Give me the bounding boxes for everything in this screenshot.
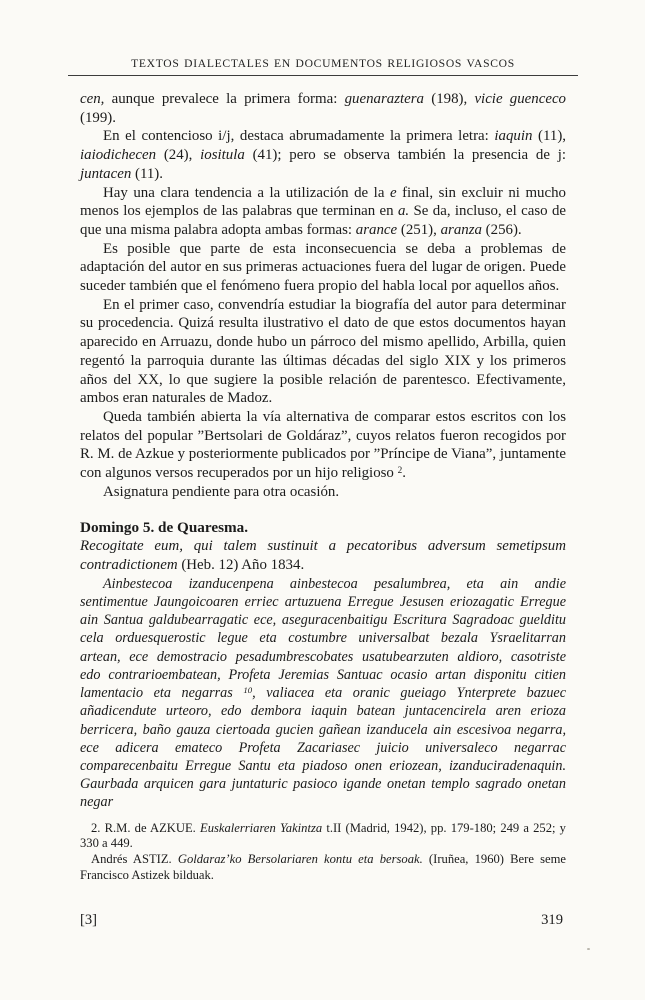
basque-quote [80, 575, 566, 812]
text-run: e [389, 184, 397, 201]
footnote [80, 852, 566, 883]
text-run: (41); pero se observa también la presencia de j: [244, 147, 566, 164]
text-run: Hay una clara tendencia a la utilización de la [103, 184, 390, 201]
text-run: Es posible que parte de esta inconsecuencia se deba a problemas de adaptación del autor en sus primeras actuaciones fuera del lugar de origen. Puede suceder también que el fenómeno fuera propio del habla local por aquellos años. [80, 240, 566, 295]
body-paragraph [80, 90, 566, 127]
text-run: iositula [200, 147, 245, 164]
body-paragraph [80, 240, 566, 296]
body-paragraph [80, 408, 566, 483]
text-run: (256). [481, 221, 522, 238]
page-footer [80, 912, 563, 929]
text-run: Ainbestecoa izanducenpena ainbestecoa pesalumbrea, eta ain andie sentimentue Jaungoicoaren erriec artuzuena Erregue Jesusen eriozagatic Erregue ain Santua galdubearragatic ece, aseguracenbaitigu Escritura Sagradoac guelditu cela orduesquerostic legue eta costumbre universalbat bezala Ysraelitarran artean, ece demostracio pesadumbrescobates usatubearzuten aldioro, casotriste edo contrarioembatean, Profeta Jeremias Santuac ocasio artan disponitu citien lamentacio eta negarras [80, 575, 566, 702]
text-run: Queda también abierta la vía alternativa de comparar estos escritos con los relatos del popular ”Bertsolari de Goldáraz”, cuyos relatos fueron recogidos por R. M. de Azkue y posteriormente publicados por ”Príncipe de Viana”, juntamente con algunos versos recuperados por un hijo religioso [80, 408, 566, 482]
text-run: final, sin excluir ni mucho menos los ejemplos de las palabras que terminan en [80, 184, 566, 220]
text-run: Goldaraz’ko Bersolariaren kontu eta bersoak. [177, 851, 423, 866]
text-run: Recogitate eum, qui talem sustinuit a pecatoribus adversum semetipsum contradictionem [80, 538, 566, 574]
body-paragraph [80, 184, 566, 240]
text-run: guenaraztera [344, 91, 424, 107]
text-run: Euskalerriaren Yakintza [200, 820, 323, 835]
text-run: vicie guenceco [474, 91, 567, 107]
body-text [80, 90, 566, 501]
scripture-epigraph [80, 537, 566, 574]
text-run: iaiodichecen [80, 147, 157, 164]
body-paragraph [80, 483, 566, 502]
text-run: t.II (Madrid, 1942), pp. 179-180; 249 a 252; y 330 a 449. [80, 820, 566, 851]
text-run: Asignatura pendiente para otra ocasión. [103, 483, 340, 500]
text-run: iaquin [494, 128, 533, 145]
text-run: Se da, incluso, el caso de que una misma palabra adopta ambas formas: [80, 203, 567, 238]
section-heading: Domingo 5. de Quaresma. [80, 519, 249, 537]
text-run: (Iruñea, 1960) Bere seme Francisco Astizek bilduak. [80, 851, 566, 882]
text-run: (24), [156, 147, 201, 164]
text-run: En el primer caso, convendría estudiar la biografía del autor para determinar su procedencia. Quizá resulta ilustrativo el dato de que estos documentos hayan aparecido en Arruazu, donde hubo un párroco del mismo apellido, Arbilla, quien regentó la parroquia durante las últimas décadas del siglo XIX y los primeros años del XX, lo que sugiere la posible relación de parentesco. Efectivamente, ambos eran naturales de Madoz. [80, 296, 566, 407]
body-paragraph [80, 127, 566, 183]
text-run: (Heb. 12) Año 1834. [177, 557, 305, 574]
text-run: . [402, 465, 406, 482]
footnote-ref: 2 [397, 464, 403, 475]
text-run: (198), [424, 91, 475, 107]
footnote [80, 821, 566, 852]
text-run: (11). [131, 165, 163, 182]
text-run: aunque prevalece la primera forma: [104, 91, 345, 107]
footnote-ref: 10 [243, 685, 253, 696]
text-run: aranza [440, 221, 482, 238]
text-run: En el contencioso i/j, destaca abrumadamente la primera letra: [103, 128, 495, 145]
text-run: (199). [80, 109, 116, 126]
body-paragraph [80, 296, 566, 408]
text-run: cen, [80, 91, 105, 107]
text-run: arance [355, 221, 398, 238]
running-header: TEXTOS DIALECTALES EN DOCUMENTOS RELIGIOSOS VASCOS [131, 57, 515, 70]
footnotes [80, 821, 566, 884]
text-run: juntacen [80, 165, 132, 182]
header-rule [68, 75, 578, 76]
text-run: , valiacea eta oranic gueiago Ynterprete bazuec añadicendute urteoro, edo dembora iaquin batean juntacencirela aren erioza berricera, baño gauza ciertoada gucien gañean izanducela ain escesivoa negarra, ece adicera emateco Profeta Zacariasec juicio universaleco negarrac comparecenbaitu Erregue Santu eta piadoso onen eriozean, izanduciradenaquin. Gaurbada arquicen gara juntaturic pasioco igande onetan templo sagrado onetan negar [80, 685, 567, 811]
scan-speck [587, 948, 590, 950]
text-run: (11), [532, 128, 567, 145]
text-run: Andrés ASTIZ. [91, 851, 178, 866]
page-number: 319 [541, 912, 563, 928]
signature-mark: [3] [80, 912, 98, 928]
text-run: 2. R.M. de AZKUE. [91, 820, 200, 835]
text-run: (251), [397, 221, 441, 238]
text-run: a. [397, 203, 410, 220]
